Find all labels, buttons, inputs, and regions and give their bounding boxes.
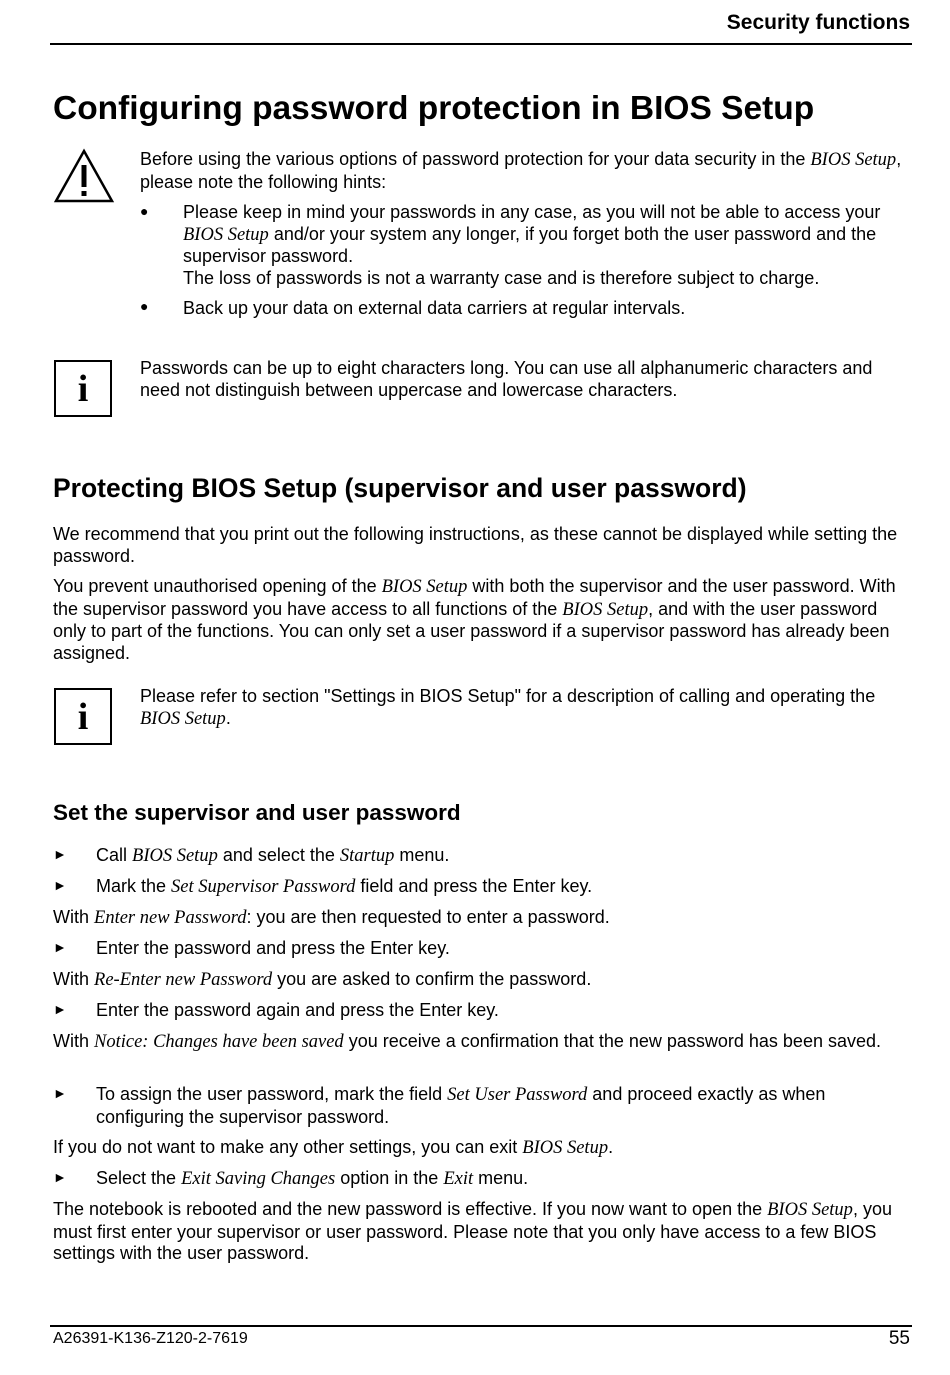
section-title-protecting: Protecting BIOS Setup (supervisor and user password) (53, 473, 747, 503)
step-enter-password: Enter the password and press the Enter key. (96, 938, 450, 958)
info-note-passwords: Passwords can be up to eight characters long. You can use all alphanumeric characters and need not distinguish between uppercase and lowercase characters. (140, 358, 873, 400)
note-changes-saved: With Notice: Changes have been saved you receive a confirmation that the new password has been saved. (53, 1031, 881, 1052)
step-arrow-icon: ► (53, 877, 67, 893)
step-call-bios: Call BIOS Setup and select the Startup menu. (96, 845, 450, 866)
step-arrow-icon: ► (53, 939, 67, 955)
info-note-settings: Please refer to section "Settings in BIOS Setup" for a description of calling and operating the BIOS Setup. (140, 686, 876, 729)
step-exit-saving: Select the Exit Saving Changes option in the Exit menu. (96, 1168, 529, 1189)
warning-intro: Before using the various options of password protection for your data security in the BIOS Setup, please note the following hints: (140, 149, 902, 192)
warning-bullet-2: Back up your data on external data carriers at regular intervals. (183, 298, 686, 318)
note-exit-bios: If you do not want to make any other settings, you can exit BIOS Setup. (53, 1137, 614, 1158)
footer-divider (50, 1325, 912, 1327)
bullet-icon: ● (140, 203, 149, 219)
info-icon: i (54, 360, 112, 417)
step-arrow-icon: ► (53, 1001, 67, 1017)
paragraph-print-instructions: We recommend that you print out the following instructions, as these cannot be displayed while setting the password. (53, 524, 898, 566)
step-mark-supervisor: Mark the Set Supervisor Password field and press the Enter key. (96, 876, 593, 897)
note-enter-new-password: With Enter new Password: you are then requested to enter a password. (53, 907, 610, 928)
paragraph-supervisor-user: You prevent unauthorised opening of the BIOS Setup with both the supervisor and the user password. With the supervisor password you have access to all functions of the BIOS Setup, and with the user password only to part of the functions. You can only set a user password if a supervisor password has already been assigned. (53, 576, 896, 663)
step-arrow-icon: ► (53, 1085, 67, 1101)
header-divider (50, 43, 912, 45)
running-header: Security functions (726, 11, 910, 34)
step-arrow-icon: ► (53, 1169, 67, 1185)
page-number: 55 (888, 1328, 910, 1349)
subsection-title-set-password: Set the supervisor and user password (53, 800, 461, 825)
page-title: Configuring password protection in BIOS Setup (53, 90, 815, 127)
info-icon: i (54, 688, 112, 745)
step-enter-password-again: Enter the password again and press the Enter key. (96, 1000, 499, 1020)
paragraph-reboot: The notebook is rebooted and the new password is effective. If you now want to open the BIOS Setup, you must first enter your supervisor or user password. Please note that you only have access to a few BIOS settings with the user password. (53, 1199, 892, 1263)
document-id: A26391-K136-Z120-2-7619 (53, 1330, 248, 1347)
warning-bullet-1: Please keep in mind your passwords in any case, as you will not be able to access your BIOS Setup and/or your system any longer, if you forget both the user password and the supervisor password. The loss of passwords is not a warranty case and is therefore subject to charge. (183, 202, 881, 288)
step-arrow-icon: ► (53, 846, 67, 862)
note-reenter-password: With Re-Enter new Password you are asked to confirm the password. (53, 969, 592, 990)
warning-triangle-icon (53, 148, 115, 204)
bullet-icon: ● (140, 298, 149, 314)
step-assign-user-password: To assign the user password, mark the field Set User Password and proceed exactly as when configuring the supervisor password. (96, 1084, 826, 1127)
